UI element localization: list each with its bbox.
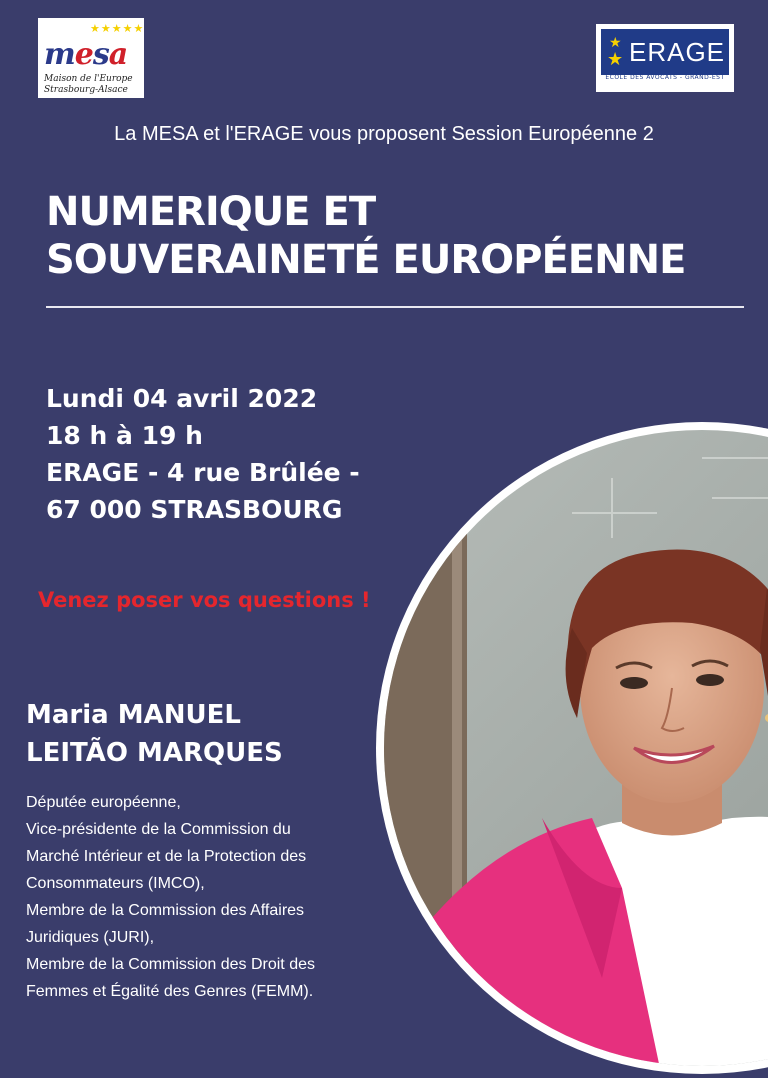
event-details <box>46 380 360 528</box>
role-line: Femmes et Égalité des Genres (FEMM). <box>26 983 314 1000</box>
mesa-logo <box>38 18 144 98</box>
erage-name: ERAGE <box>629 37 726 67</box>
role-line: Juridiques (JURI), <box>26 929 155 946</box>
role-line: Membre de la Commission des Droit des <box>26 956 315 973</box>
star-icon: ★ <box>607 49 624 70</box>
mesa-line1: Maison de l'Europe <box>44 74 133 84</box>
role-line: Députée européenne, <box>26 794 181 811</box>
call-to-action: Venez poser vos questions ! <box>38 588 371 612</box>
speaker-portrait <box>372 418 768 1078</box>
divider <box>46 306 744 308</box>
event-date: Lundi 04 avril 2022 <box>46 384 318 413</box>
erage-logo <box>596 24 734 92</box>
role-line: Marché Intérieur et de la Protection des <box>26 848 307 865</box>
title-line-1: NUMERIQUE ET <box>46 189 376 235</box>
event-time: 18 h à 19 h <box>46 421 203 450</box>
eu-stars-icon: ★★★★★ <box>90 22 145 35</box>
role-line: Vice-présidente de la Commission du <box>26 821 291 838</box>
speaker-name-line-1: Maria MANUEL <box>26 700 241 730</box>
event-city: 67 000 STRASBOURG <box>46 495 343 524</box>
star-icon: ★ <box>609 35 622 51</box>
speaker-roles <box>26 789 386 1005</box>
speaker-name <box>26 696 283 772</box>
event-title <box>46 188 756 284</box>
speaker-name-line-2: LEITÃO MARQUES <box>26 738 283 768</box>
intro-text: La MESA et l'ERAGE vous proposent Session Européenne 2 <box>114 123 654 145</box>
erage-subtitle: ÉCOLE DES AVOCATS - GRAND-EST <box>605 74 725 81</box>
mesa-wordmark: mesa <box>44 37 128 72</box>
event-place: ERAGE - 4 rue Brûlée - <box>46 458 360 487</box>
title-line-2: SOUVERAINETÉ EUROPÉENNE <box>46 237 686 283</box>
role-line: Membre de la Commission des Affaires <box>26 902 305 919</box>
portrait-illustration <box>372 418 768 1078</box>
mesa-line2: Strasbourg-Alsace <box>44 85 128 95</box>
role-line: Consommateurs (IMCO), <box>26 875 205 892</box>
